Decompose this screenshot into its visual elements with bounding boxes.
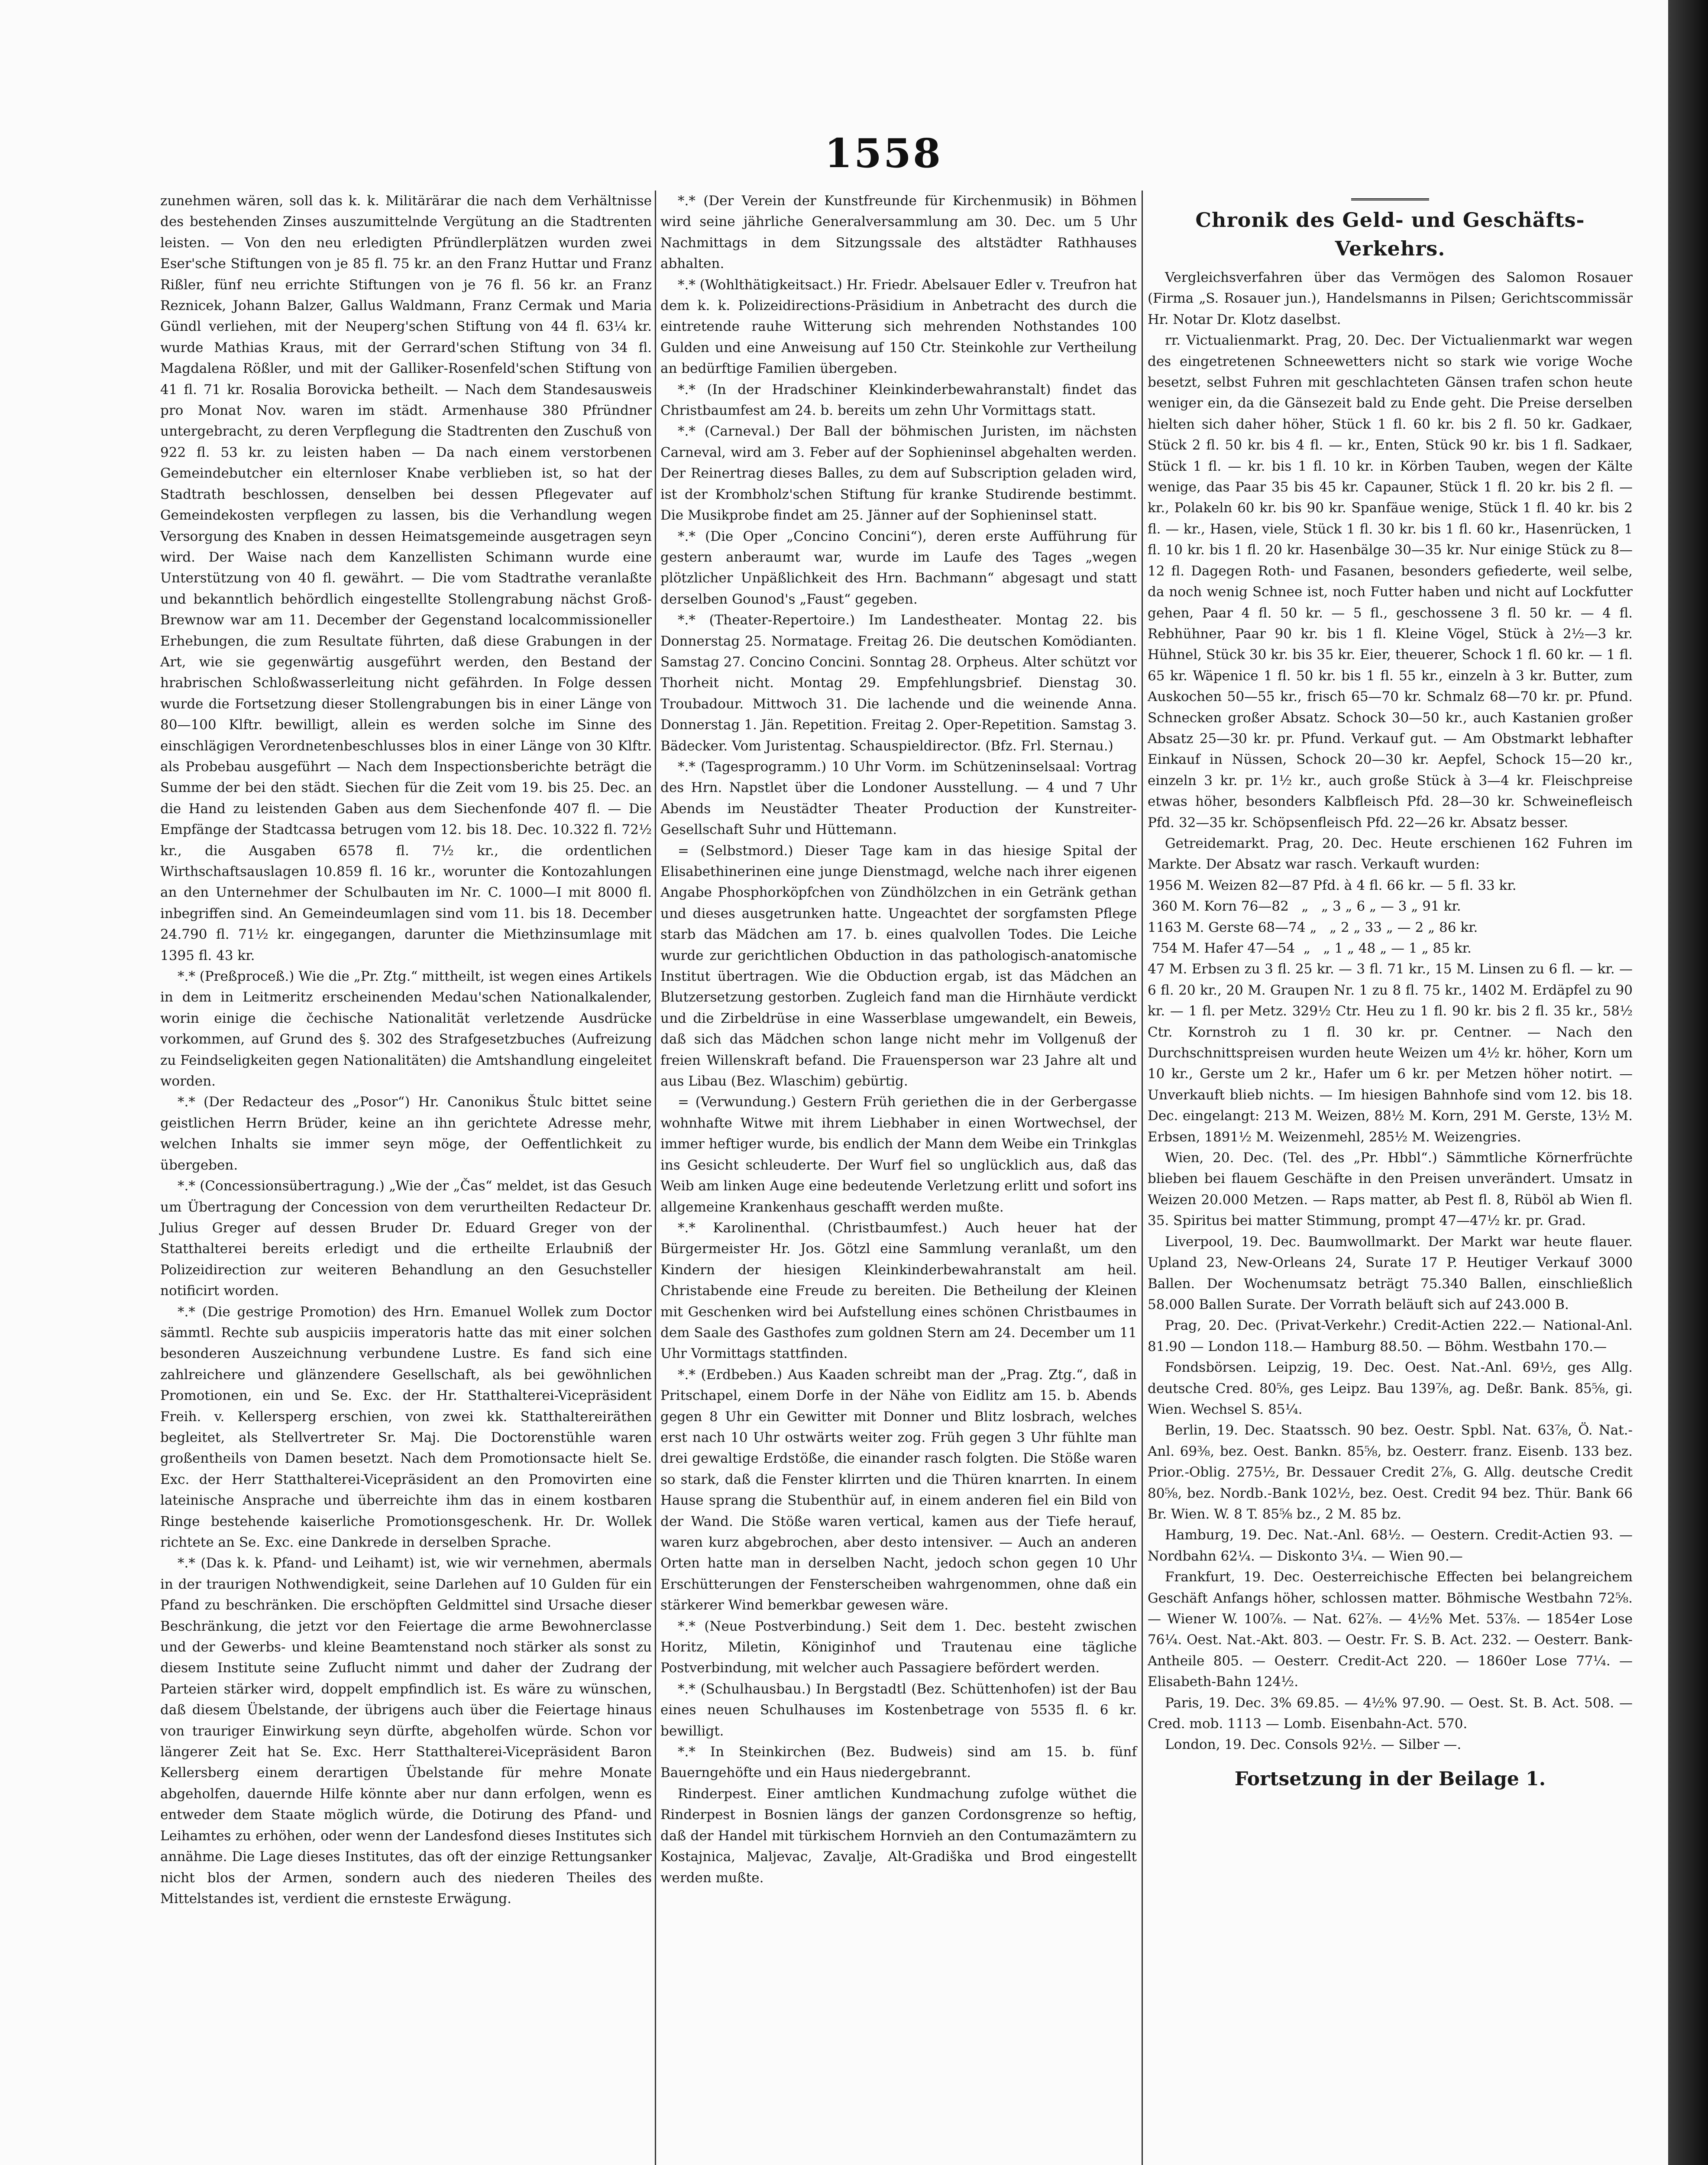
scan-border <box>1668 0 1708 2165</box>
article-frankfurt: Frankfurt, 19. Dec. Oesterreichische Effecten bei belangreichem Geschäft Anfangs höher, schlossen matter. Böhmische Westbahn 72⅝. — Wiener W. 100⅞. — Nat. 62⅞. — 4½% Met. 53⅞. — 1854er Lose 76¼. Oest. Nat.-Akt. 803. — Oestr. Fr. S. B. Act. 232. — Oesterr. Bank-Antheile 805. — Oesterr. Credit-Act 220. — 1860er Lose 77¼. — Elisabeth-Bahn 124½. <box>1148 1569 1633 1690</box>
article-press-trial: *.* (Preßproceß.) Wie die „Pr. Ztg.“ mittheilt, ist wegen eines Artikels in dem in Leitmeritz erscheinenden Medau'schen Nationalkalender, worin einige die čechische Nationalität verletzende Ausdrücke vorkommen, auf Grund des §. 302 des Strafgesetzbuches (Aufreizung zu Feindseligkeiten gegen Nationalitäten) die Amtshandlung eingeleitet worden. <box>160 969 652 1089</box>
article-liverpool: Liverpool, 19. Dec. Baumwollmarkt. Der Markt war heute flauer. Upland 23, New-Orleans 24, Surate 17 P. Heutiger Verkauf 3000 Ballen. Der Wochenumsatz beträgt 75.340 Ballen, einschließlich 58.000 Ballen Surate. Der Vorrath beläuft sich auf 243.000 B. <box>1148 1234 1633 1312</box>
column-1 <box>160 191 652 2165</box>
article-promotion: *.* (Die gestrige Promotion) des Hrn. Emanuel Wollek zum Doctor sämmtl. Rechte sub auspiciis imperatoris hatte das mit einer solchen besonderen Auszeichnung verbundene Lustre. Es fand sich eine zahlreichere und glänzendere Gesellschaft, als bei gewöhnlichen Promotionen, ein und Se. Exc. der Hr. Statthalterei-Vicepräsident Freih. v. Kellersperg erschien, von zwei kk. Statthaltereiräthen begleitet, als Stellvertreter Sr. Maj. Die Doctorenstühle waren großentheils von Damen besetzt. Nach dem Promotionsacte hielt Se. Exc. der Herr Statthalterei-Vicepräsident an den Promovirten eine lateinische Ansprache und überreichte ihm das in einem kostbaren Ringe bestehende kaiserliche Promotionsgeschenk. Hr. Dr. Wollek richtete an Se. Exc. eine Dankrede in derselben Sprache. <box>160 1304 652 1550</box>
article-settlement: Vergleichsverfahren über das Vermögen des Salomon Rosauer (Firma „S. Rosauer jun.), Handelsmanns in Pilsen; Gerichtscommissär Hr. Notar Dr. Klotz daselbst. <box>1148 270 1633 327</box>
article-hamburg: Hamburg, 19. Dec. Nat.-Anl. 68½. — Oestern. Credit-Actien 93. — Nordbahn 62¼. — Diskonto 3¼. — Wien 90.— <box>1148 1527 1633 1564</box>
article-posor-editor: *.* (Der Redacteur des „Posor“) Hr. Canonikus Štulc bittet seine geistlichen Herrn Brüder, keine an ihn gerichtete Adresse mehr, welchen Inhalts sie immer seyn möge, der Oeffentlichkeit zu übergeben. <box>160 1094 652 1173</box>
article-victual-market: rr. Victualienmarkt. Prag, 20. Dec. Der Victualienmarkt war wegen des eingetretenen Schneewetters nicht so stark wie vorige Woche besetzt, selbst Fuhren mit geschlachteten Gänsen trafen schon heute weniger ein, da die Gänsezeit bald zu Ende geht. Die Preise derselben hielten sich daher höher, Stück 1 fl. 60 kr. bis 2 fl. 50 kr. Gadkaer, Stück 2 fl. 50 kr. bis 4 fl. — kr., Enten, Stück 90 kr. bis 1 fl. Sadkaer, Stück 1 fl. — kr. bis 1 fl. 10 kr. in Körben Tauben, wegen der Kälte wenige, das Paar 35 bis 45 kr. Capauner, Stück 1 fl. 20 kr. bis 2 fl. — kr., Polakeln 60 kr. bis 90 kr. Spanfäue wenige, Stück 1 fl. 40 kr. bis 2 fl. — kr., Hasen, viele, Stück 1 fl. 30 kr. bis 1 fl. 60 kr., Hasenrücken, 1 fl. 10 kr. bis 1 fl. 20 kr. Hasenbälge 30—35 kr. Nur einige Stück zu 8—12 fl. Dagegen Roth- und Fasanen, besonders gefiederte, weil selbe, da noch wenig Schnee ist, noch Futter haben und nicht auf Lockfutter gehen, Paar 4 fl. 50 kr. — 5 fl., geschossene 3 fl. 50 kr. — 4 fl. Rebhühner, Paar 90 kr. bis 1 fl. Kleine Vögel, Stück à 2½—3 kr. Hühnel, Stück 30 kr. bis 35 kr. Eier, theuerer, Schock 1 fl. 60 kr. — 1 fl. 65 kr. Wäpenice 1 fl. 50 kr. bis 1 fl. 55 kr., einzeln à 3 kr. Butter, zum Auskochen 50—55 kr., frisch 65—70 kr. Schmalz 68—70 kr. pr. Pfund. Schnecken großer Absatz. Schock 30—50 kr., auch Kastanien großer Absatz 25—30 kr. pr. Pfund. Verkauf gut. — Am Obstmarkt lebhafter Einkauf in Nüssen, Schock 20—30 kr. Aepfel, Schock 15—20 kr., einzeln 3 kr. pr. 1½ kr., auch große Stück à 3—4 kr. Fleischpreise etwas höher, besonders Kalbfleisch Pfd. 28—30 kr. Schweinefleisch Pfd. 32—35 kr. Schöpsenfleisch Pfd. 22—26 kr. Absatz besser. <box>1148 333 1633 830</box>
article-fire: *.* In Steinkirchen (Bez. Budweis) sind am 15. b. fünf Bauerngehöfte und ein Haus niedergebrannt. <box>660 1744 1137 1781</box>
article-theater-repertoire: *.* (Theater-Repertoire.) Im Landestheater. Montag 22. bis Donnerstag 25. Normatage. Freitag 26. Die deutschen Komödianten. Samstag 27. Concino Concini. Sonntag 28. Orpheus. Alter schützt vor Thorheit nicht. Montag 29. Empfehlungsbrief. Dienstag 30. Troubadour. Mittwoch 31. Die lachende und die weinende Anna. Donnerstag 1. Jän. Repetition. Freitag 2. Oper-Repetition. Samstag 3. Bädecker. Vom Juristentag. Schauspieldirector. (Bfz. Frl. Sternau.) <box>660 612 1137 754</box>
section-divider <box>1351 198 1429 200</box>
article-earthquake: *.* (Erdbeben.) Aus Kaaden schreibt man der „Prag. Ztg.“, daß in Pritschapel, einem Dorfe in der Nähe von Eidlitz am 15. b. Abends gegen 8 Uhr ein Gewitter mit Donner und Blitz losbrach, welches erst nach 10 Uhr ostwärts weiter zog. Früh gegen 3 Uhr fühlte man drei gewaltige Erdstöße, die einander rasch folgten. Die Stöße waren so stark, daß die Fenster klirrten und die Thüren knarrten. In einem Hause sprang die Stubenthür auf, in einem anderen fiel ein Bild von der Wand. Die Stöße waren vertical, kamen aus der Tiefe herauf, waren kurz abgebrochen, aber desto intensiver. — Auch an anderen Orten hatte man in derselben Nacht, jedoch schon gegen 10 Uhr Erschütterungen der Fensterscheiben wahrgenommen, ohne daß ein stärkerer Wind bemerkbar gewesen wäre. <box>660 1367 1137 1613</box>
article-carnival: *.* (Carneval.) Der Ball der böhmischen Juristen, im nächsten Carneval, wird am 3. Feber auf der Sophieninsel abgehalten werden. Der Reinertrag dieses Balles, zu dem auf Subscription geladen wird, ist der Krombholz'schen Stiftung für kranke Studirende bestimmt. Die Musikprobe findet am 25. Jänner auf der Sophieninsel statt. <box>660 423 1137 523</box>
article-city-council: zunehmen wären, soll das k. k. Militärärar die nach dem Verhältnisse des bestehenden Zinses auszumittelnde Vergütung an die Stadtrenten leisten. — Von den neu erledigten Pfründlerplätzen wurden zwei Eser'sche Stiftungen von je 85 fl. 75 kr. an den Franz Huttar und Franz Rißler, fünf neu errichte Stiftungen von je 76 fl. 56 kr. an Franz Reznicek, Johann Balzer, Gallus Waldmann, Franz Cermak und Maria Gündl verliehen, mit der Neuperg'schen Stiftung von 44 fl. 63¼ kr. wurde Mathias Kraus, mit der Gerrard'schen Stiftung von 34 fl. Magdalena Rößler, und mit der Galliker-Rosenfeld'schen Stiftung von 41 fl. 71 kr. Rosalia Borovicka betheilt. — Nach dem Standesausweis pro Monat Nov. waren im städt. Armenhause 380 Pfründner untergebracht, zu deren Verpflegung die Stadtrenten den Zuschuß von 922 fl. 53 kr. zu leisten haben — Da nach einem verstorbenen Gemeindebutcher ein elternloser Knabe verblieben ist, so hat der Stadtrath beschlossen, denselben bei dessen Pflegevater auf Gemeindekosten verpflegen zu lassen, bis die Verhandlung wegen Versorgung des Knaben in dessen Heimatsgemeinde ausgetragen seyn wird. Der Waise nach dem Kanzellisten Schimann wurde eine Unterstützung von 40 fl. gewährt. — Die vom Stadtrathe veranlaßte und bekanntlich behördlich eingestellte Stollengrabung nächst Groß-Brewnow war am 11. December der Gegenstand localcommissioneller Erhebungen, die zum Resultate führten, daß diese Grabungen in der Art, wie sie gegenwärtig ausgeführt werden, den Bestand der hrabrischen Schloßwasserleitung nicht gefährden. In Folge dessen wurde die Fortsetzung dieser Stollengrabungen bis in einer Länge von 80—100 Klftr. bewilligt, allein es werden solche im Sinne des einschlägigen Verordnetenbeschlusses blos in einer Länge von 30 Klftr. als Probebau ausgeführt — Nach dem Inspectionsberichte beträgt die Summe der bei den städt. Siechen für die Zeit vom 19. bis 25. Dec. an die Hand zu leistenden Gaben aus dem Siechenfonde 407 fl. — Die Empfänge der Stadtcassa betrugen vom 12. bis 18. Dec. 10.322 fl. 72½ kr., die Ausgaben 6578 fl. 7½ kr., die ordentlichen Wirthschaftsauslagen 10.859 fl. 16 kr., worunter die Kontozahlungen an den Unternehmer der Schulbauten im Nr. C. 1000—I mit 8000 fl. inbegriffen sind. An Gemeindeumlagen sind vom 11. bis 18. December 24.790 fl. 71½ kr. eingegangen, darunter die Miethzinsumlage mit 1395 fl. 43 kr. <box>160 193 652 963</box>
article-injury: = (Verwundung.) Gestern Früh geriethen die in der Gerbergasse wohnhafte Witwe mit ihrem Liebhaber in einen Wortwechsel, der immer heftiger wurde, bis endlich der Mann dem Weibe ein Trinkglas ins Gesicht schleuderte. Der Wurf fiel so unglücklich aus, daß das Weib am linken Auge eine bedeutende Verletzung erlitt und sofort ins allgemeine Krankenhaus geschafft werden mußte. <box>660 1094 1137 1215</box>
grain-line: 360 M. Korn 76—82 „ „ 3 „ 6 „ — 3 „ 91 kr. <box>1148 898 1461 914</box>
article-london: London, 19. Dec. Consols 92½. — Silber —. <box>1165 1737 1462 1753</box>
article-opera: *.* (Die Oper „Concino Concini“), deren erste Aufführung für gestern anberaumt war, wurde im Laufe des Tages „wegen plötzlicher Unpäßlichkeit des Hrn. Bachmann“ abgesagt und statt derselben Gounod's „Faust“ gegeben. <box>660 528 1137 607</box>
article-school-building: *.* (Schulhausbau.) In Bergstadtl (Bez. Schüttenhofen) ist der Bau eines neuen Schulhauses im Kostenbetrage von 5535 fl. 6 kr. bewilligt. <box>660 1681 1137 1739</box>
article-art-society: *.* (Der Verein der Kunstfreunde für Kirchenmusik) in Böhmen wird seine jährliche Generalversammlung am 30. Dec. um 5 Uhr Nachmittags in dem Sitzungssale des altstädter Rathhauses abhalten. <box>660 193 1137 272</box>
section-title: Chronik des Geld- und Geschäfts-Verkehrs. <box>1195 208 1585 260</box>
article-christmas-tree: *.* Karolinenthal. (Christbaumfest.) Auch heuer hat der Bürgermeister Hr. Jos. Götzl eine Sammlung veranlaßt, um den Kindern der hiesigen Kleinkinderbewahranstalt am heil. Christabende eine Freude zu bereiten. Die Betheilung der Kleinen mit Geschenken wird bei Aufstellung eines schönen Christbaumes in dem Saale des Gasthofes zum goldnen Stern am 24. December um 11 Uhr Vormittags stattfinden. <box>660 1220 1137 1362</box>
article-suicide: = (Selbstmord.) Dieser Tage kam in das hiesige Spital der Elisabethinerinen eine junge Dienstmagd, welche nach ihrer eigenen Angabe Phosphorköpfchen von Zündhölzchen in ein Getränk gethan und dieses ausgetrunken hatte. Ungeachtet der sorgfamsten Pflege starb das Mädchen am 17. b. eines qualvollen Todes. Die Leiche wurde zur gerichtlichen Obduction in das pathologisch-anatomische Institut übertragen. Wie die Obduction ergab, ist das Mädchen an Blutzersetzung gestorben. Zugleich fand man die Hirnhäute verdickt und die Zirbeldrüse in eine Wasserblase umgewandelt, ein Beweis, daß sich das Mädchen schon lange nicht mehr im Vollgenuß der freien Willenskraft befand. Die Frauensperson war 23 Jahre alt und aus Libau (Bez. Wlaschim) gebürtig. <box>660 843 1137 1089</box>
article-grain-market-cont: 47 M. Erbsen zu 3 fl. 25 kr. — 3 fl. 71 kr., 15 M. Linsen zu 6 fl. — kr. — 6 fl. 20 kr., 20 M. Graupen Nr. 1 zu 8 fl. 75 kr., 1402 M. Erdäpfel zu 90 kr. — 1 fl. per Metz. 329½ Ctr. Heu zu 1 fl. 90 kr. bis 2 fl. 35 kr., 58½ Ctr. Kornstroh zu 1 fl. 30 kr. pr. Centner. — Nach den Durchschnittspreisen wurden heute Weizen um 4½ kr. höher, Korn um 10 kr., Gerste um 2 kr., Hafer um 6 kr. per Metzen höher notirt. — Unverkauft blieb nichts. — Im hiesigen Bahnhofe sind vom 12. bis 18. Dec. eingelangt: 213 M. Weizen, 88½ M. Korn, 291 M. Gerste, 13½ M. Erbsen, 1891½ M. Weizenmehl, 285½ M. Weizengries. <box>1148 961 1633 1145</box>
article-day-program: *.* (Tagesprogramm.) 10 Uhr Vorm. im Schützeninselsaal: Vortrag des Hrn. Napstlet über die Londoner Ausstellung. — 4 und 7 Uhr Abends im Neustädter Theater Production der Kunstreiter-Gesellschaft Suhr und Hüttemann. <box>660 759 1137 838</box>
column-rule-right <box>1142 191 1143 2165</box>
article-berlin: Berlin, 19. Dec. Staatssch. 90 bez. Oestr. Spbl. Nat. 63⅞, Ö. Nat.-Anl. 69⅜, bez. Oest. Bankn. 85⅝, bz. Oesterr. franz. Eisenb. 133 bez. Prior.-Oblig. 275½, Br. Dessauer Credit 2⅞, G. Allg. deutsche Credit 80⅝, bez. Nordb.-Bank 102½, bez. Oest. Credit 94 bez. Thür. Bank 66 Br. Wien. W. 8 T. 85⅝ bz., 2 M. 85 bz. <box>1148 1422 1633 1522</box>
grain-line: 1956 M. Weizen 82—87 Pfd. à 4 fl. 66 kr. — 5 fl. 33 kr. <box>1148 877 1517 893</box>
article-concession-transfer: *.* (Concessionsübertragung.) „Wie der „Čas“ meldet, ist das Gesuch um Übertragung der Concession von dem verurtheilten Redacteur Dr. Julius Greger auf dessen Bruder Dr. Eduard Greger von der Statthalterei bereits erledigt und die ertheilte Erlaubniß der Polizeidirection zur weiteren Behandlung an den Gesuchsteller notificirt worden. <box>160 1178 652 1299</box>
article-cattle-plague: Rinderpest. Einer amtlichen Kundmachung zufolge wüthet die Rinderpest in Bosnien längs der ganzen Cordonsgrenze so heftig, daß der Handel mit türkischem Hornvieh an den Contumazämtern zu Kostajnica, Maljevac, Zavalje, Alt-Gradiška und Brod eingestellt werden mußte. <box>660 1786 1137 1886</box>
grain-line: 754 M. Hafer 47—54 „ „ 1 „ 48 „ — 1 „ 85 kr. <box>1148 940 1472 956</box>
article-kindergarten: *.* (In der Hradschiner Kleinkinderbewahranstalt) findet das Christbaumfest am 24. b. bereits um zehn Uhr Vormittags statt. <box>660 381 1137 419</box>
column-rule-left <box>655 191 656 2165</box>
article-postal-connection: *.* (Neue Postverbindung.) Seit dem 1. Dec. besteht zwischen Horitz, Miletin, Königinhof und Trautenau eine tägliche Postverbindung, mit welcher auch Passagiere befördert werden. <box>660 1618 1137 1676</box>
page-number: 1558 <box>824 130 943 177</box>
article-leipzig: Fondsbörsen. Leipzig, 19. Dec. Oest. Nat.-Anl. 69½, ges Allg. deutsche Cred. 80⅝, ges Leipz. Bau 139⅞, ag. Deßr. Bank. 85⅝, gi. Wien. Wechsel S. 85¼. <box>1148 1360 1633 1417</box>
article-charity: *.* (Wohlthätigkeitsact.) Hr. Friedr. Abelsauer Edler v. Treufron hat dem k. k. Polizeidirections-Präsidium in Anbetracht des durch die eintretende rauhe Witterung sich mehrenden Nothstandes 100 Gulden und eine Anweisung auf 150 Ctr. Steinkohle zur Vertheilung an bedürftige Familien übergeben. <box>660 277 1137 377</box>
article-paris: Paris, 19. Dec. 3% 69.85. — 4½% 97.90. — Oest. St. B. Act. 508. — Cred. mob. 1113 — Lomb. Eisenbahn-Act. 570. <box>1148 1695 1633 1732</box>
grain-line: 1163 M. Gerste 68—74 „ „ 2 „ 33 „ — 2 „ 86 kr. <box>1148 919 1478 935</box>
article-pawn-office: *.* (Das k. k. Pfand- und Leihamt) ist, wie wir vernehmen, abermals in der traurigen Nothwendigkeit, seine Darlehen auf 10 Gulden für ein Pfand zu beschränken. Die erschöpften Geldmittel sind Ursache dieser Beschränkung, die jetzt vor den Feiertage die arme Bewohnerclasse und der Gewerbs- und kleine Beamtenstand noch stärker als sonst zu diesem Institute seine Zuflucht nimmt und daher der Zudrang der Parteien stärker wird, doppelt empfindlich ist. Es wäre zu wünschen, daß diesem Übelstande, der übrigens auch über die Feiertage hinaus von trauriger Einwirkung seyn dürfte, abgeholfen würde. Schon vor längerer Zeit hat Se. Exc. Herr Statthalterei-Vicepräsident Baron Kellersberg einem derartigen Übelstande für mehre Monate abgeholfen, dauernde Hilfe könnte aber nur dann erfolgen, wenn es entweder dem Staate möglich würde, die Dotirung des Pfand- und Leihamtes zu erhöhen, oder wenn der Landesfond dieses Institutes sich annähme. Die Lage dieses Institutes, das oft der einzige Rettungsanker nicht blos der Armen, sondern auch des niederen Theiles des Mittelstandes ist, verdient die ernsteste Erwägung. <box>160 1555 652 1906</box>
article-prague-private: Prag, 20. Dec. (Privat-Verkehr.) Credit-Actien 222.— National-Anl. 81.90 — London 118.— Hamburg 88.50. — Böhm. Westbahn 170.— <box>1148 1318 1633 1354</box>
column-2 <box>660 191 1137 2165</box>
continuation-note: Fortsetzung in der Beilage 1. <box>1234 1768 1546 1790</box>
article-grain-market: Getreidemarkt. Prag, 20. Dec. Heute erschienen 162 Fuhren im Markte. Der Absatz war rasch. Verkauft wurden: <box>1148 835 1633 872</box>
column-3 <box>1148 191 1633 2165</box>
article-vienna-market: Wien, 20. Dec. (Tel. des „Pr. Hbbl“.) Sämmtliche Körnerfrüchte blieben bei flauem Geschäfte in den Preisen unverändert. Umsatz in Weizen 20.000 Metzen. — Raps matter, ab Pest fl. 8, Rüböl ab Wien fl. 35. Spiritus bei matter Stimmung, prompt 47—47½ kr. pr. Grad. <box>1148 1150 1633 1229</box>
